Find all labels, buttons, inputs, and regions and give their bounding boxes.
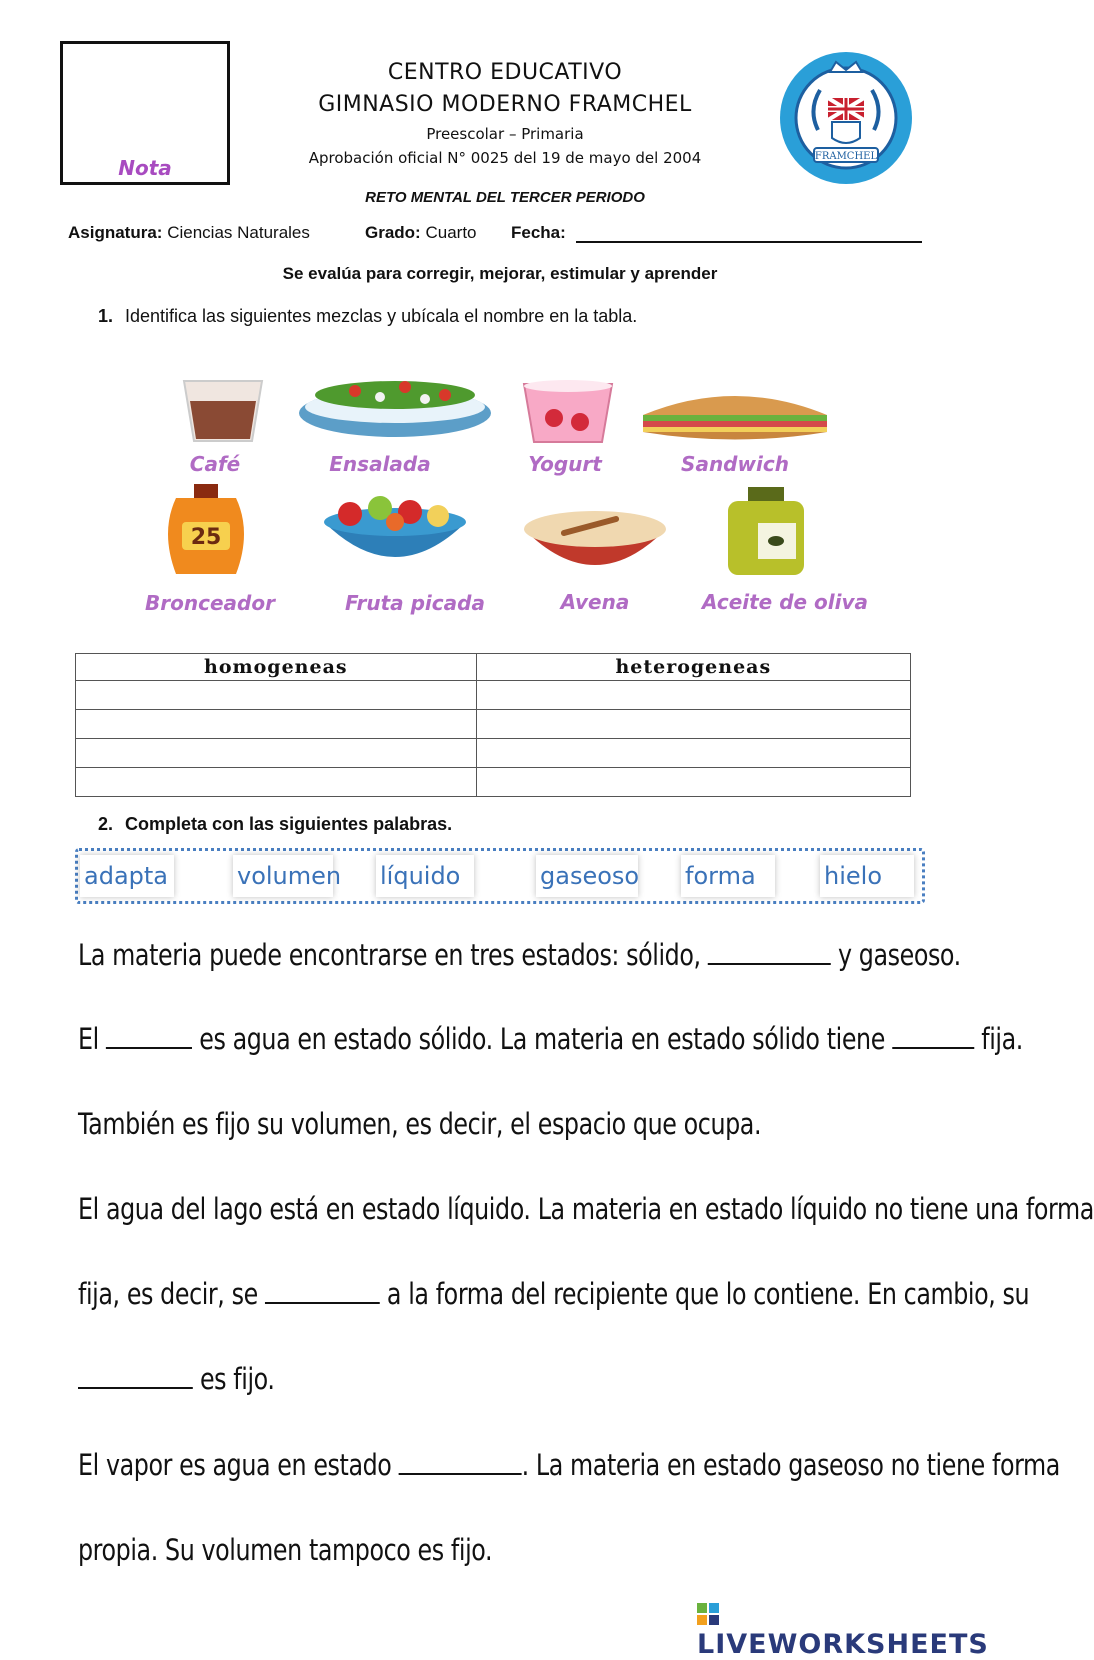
column-header: homogeneas: [76, 654, 477, 681]
table-header-row: [76, 654, 911, 681]
table-cell[interactable]: [76, 768, 477, 797]
school-levels: Preescolar – Primaria: [426, 125, 584, 143]
school-type: CENTRO EDUCATIVO: [387, 60, 623, 85]
table-cell[interactable]: [476, 739, 910, 768]
fill-text: y gaseoso.: [830, 938, 961, 972]
fill-text: . La materia en estado gaseoso no tiene forma: [521, 1448, 1060, 1482]
fruit-bowl-image: [320, 492, 470, 576]
table-cell[interactable]: [476, 710, 910, 739]
answer-blank[interactable]: [265, 1301, 380, 1304]
food-label: Yogurt: [528, 452, 602, 476]
fill-text: es agua en estado sólido. La materia en estado sólido tiene: [192, 1022, 893, 1056]
table-row: [76, 739, 911, 768]
subject-field: [68, 223, 310, 243]
nota-label: Nota: [118, 156, 172, 180]
food-label: Aceite de oliva: [701, 590, 869, 614]
fill-line-6: [78, 1362, 275, 1396]
grade-field: [365, 223, 477, 243]
fill-text: El agua del lago está en estado líquido. La materia en estado líquido no tiene una forma: [78, 1192, 1094, 1226]
table-row: [76, 768, 911, 797]
date-input-line[interactable]: [576, 241, 922, 243]
question-1-text: Identifica las siguientes mezclas y ubícala el nombre en la tabla.: [125, 306, 638, 326]
column-header: heterogeneas: [476, 654, 910, 681]
grade-box: [60, 41, 230, 185]
table-cell[interactable]: [476, 768, 910, 797]
table-row: [76, 681, 911, 710]
school-name: GIMNASIO MODERNO FRAMCHEL: [318, 92, 692, 117]
subject-value: Ciencias Naturales: [167, 223, 310, 242]
food-label: Café: [189, 452, 241, 476]
fill-text: También es fijo su volumen, es decir, el espacio que ocupa.: [78, 1107, 762, 1141]
liveworksheets-logo: [697, 1598, 1000, 1660]
sandwich-image: [637, 385, 833, 445]
word-chip[interactable]: líquido: [376, 855, 474, 897]
approval-text: Aprobación oficial N° 0025 del 19 de mayo del 2004: [308, 149, 702, 167]
grade-value: Cuarto: [425, 223, 477, 242]
logo-banner: FRAMCHEL: [814, 151, 878, 162]
food-label: Fruta picada: [345, 591, 485, 615]
word-chip[interactable]: adapta: [80, 855, 174, 897]
word-chip[interactable]: volumen: [233, 855, 333, 897]
fill-line-7: [78, 1448, 1060, 1482]
table-cell[interactable]: [76, 710, 477, 739]
fill-line-8: [78, 1533, 492, 1567]
food-label: Ensalada: [329, 452, 431, 476]
fill-line-3: [78, 1107, 761, 1141]
answer-blank[interactable]: [78, 1386, 193, 1389]
school-logo: [778, 50, 914, 186]
word-chip[interactable]: gaseoso: [536, 855, 638, 897]
sunscreen-bottle-image: [158, 482, 254, 578]
oatmeal-bowl-image: [520, 505, 670, 575]
food-label: Sandwich: [681, 452, 789, 476]
answer-blank[interactable]: [708, 962, 831, 965]
answer-blank[interactable]: [106, 1046, 192, 1049]
question-1: [98, 306, 637, 327]
question-1-number: 1.: [98, 306, 114, 326]
question-2: [98, 814, 452, 835]
evaluation-note: Se evalúa para corregir, mejorar, estimular y aprender: [282, 264, 718, 283]
exam-title: RETO MENTAL DEL TERCER PERIODO: [365, 189, 645, 206]
word-chip[interactable]: hielo: [820, 855, 914, 897]
word-chip[interactable]: forma: [681, 855, 775, 897]
yogurt-cup-image: [518, 378, 618, 446]
fill-line-4: [78, 1192, 1094, 1226]
date-field: [511, 223, 566, 243]
answer-blank[interactable]: [399, 1472, 522, 1475]
fill-text: propia. Su volumen tampoco es fijo.: [78, 1533, 493, 1567]
fill-text: El vapor es agua en estado: [78, 1448, 399, 1482]
grade-label: Grado:: [365, 223, 421, 242]
footer-brand: LIVEWORKSHEETS: [697, 1629, 989, 1660]
table-cell[interactable]: [76, 739, 477, 768]
fill-text: fija, es decir, se: [78, 1277, 265, 1311]
table-row: [76, 710, 911, 739]
word-bank: [75, 848, 925, 904]
fill-text: fija.: [974, 1022, 1023, 1056]
fill-text: a la forma del recipiente que lo contiene. En cambio, su: [379, 1277, 1030, 1311]
fill-line-1: [78, 938, 961, 972]
svg-text:25: 25: [190, 525, 222, 550]
subject-label: Asignatura:: [68, 223, 163, 242]
question-2-text: Completa con las siguientes palabras.: [125, 814, 453, 834]
coffee-cup-image: [178, 375, 268, 447]
question-2-number: 2.: [98, 814, 114, 834]
food-label: Avena: [560, 590, 630, 614]
fill-line-2: [78, 1022, 1023, 1056]
table-cell[interactable]: [76, 681, 477, 710]
fill-text: La materia puede encontrarse en tres estados: sólido,: [78, 938, 708, 972]
answer-blank[interactable]: [892, 1046, 974, 1049]
fill-line-5: [78, 1277, 1029, 1311]
date-label: Fecha:: [511, 223, 566, 242]
table-cell[interactable]: [476, 681, 910, 710]
food-label: Bronceador: [145, 591, 275, 615]
salad-bowl-image: [295, 373, 495, 443]
classification-table: [75, 653, 911, 797]
fill-text: es fijo.: [192, 1362, 275, 1396]
liveworksheets-icon: [697, 1603, 719, 1625]
fill-text: El: [78, 1022, 106, 1056]
olive-oil-jar-image: [718, 483, 814, 579]
